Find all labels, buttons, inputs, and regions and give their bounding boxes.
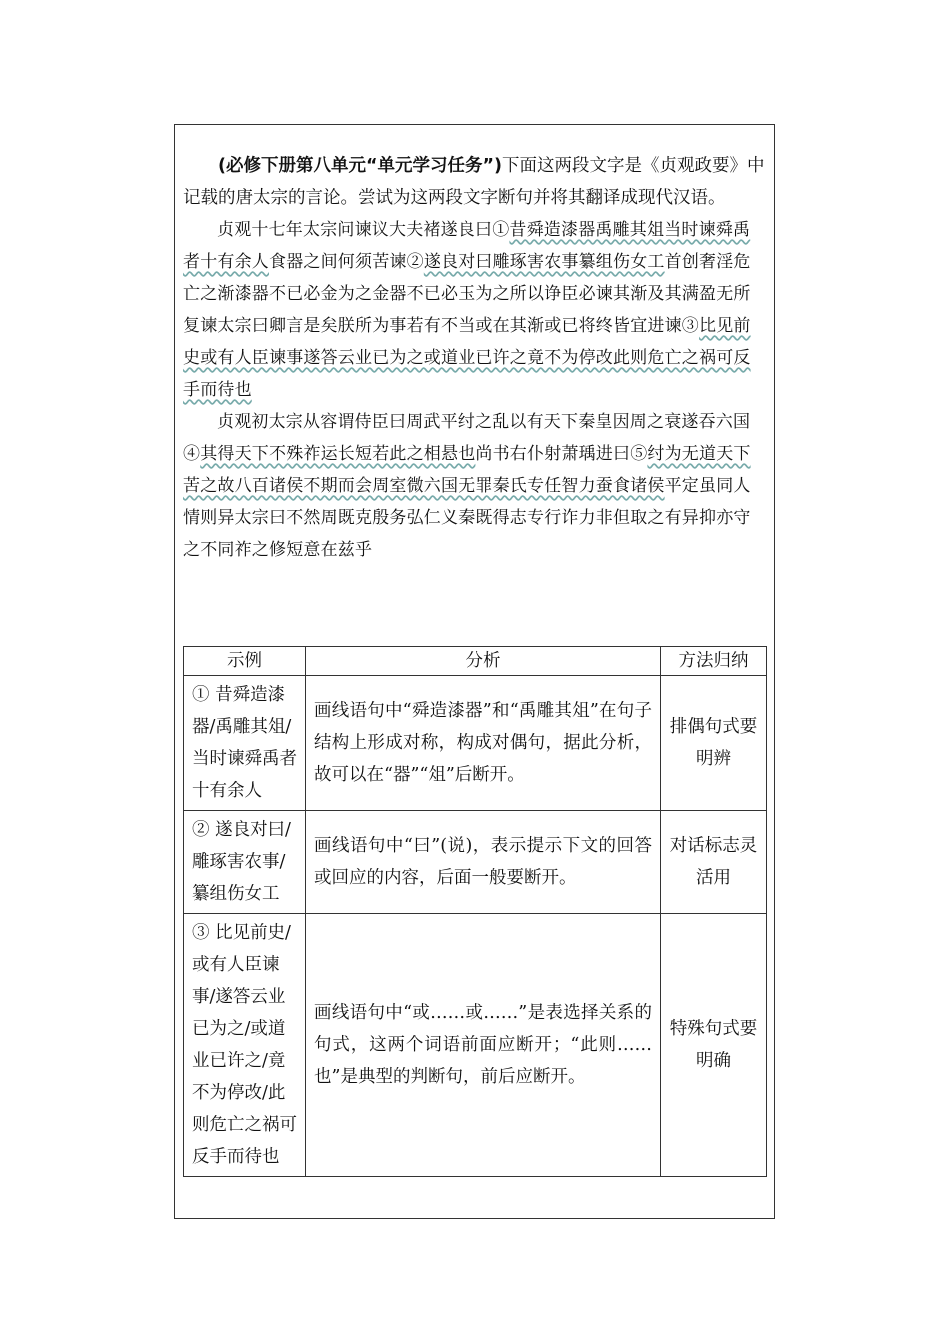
analysis-cell: 画线语句中“曰”(说)，表示提示下文的回答或回应的内容，后面一般要断开。 <box>306 811 661 914</box>
task-source: (必修下册第八单元“单元学习任务”) <box>218 156 502 176</box>
passage-2-text-c: 平定虽同人情则异太宗曰不然周既克殷务弘仁义秦既得志专行诈力非但取之有异抑亦守之不同祚之修短意在兹乎 <box>183 476 751 560</box>
method-cell: 对话标志灵活用 <box>661 811 767 914</box>
passage-1-text-a: 贞观十七年太宗问谏议大夫褚遂良曰① <box>217 220 510 240</box>
passage-2-text-a: 贞观初太宗从容谓侍臣曰周武平纣之乱以有天下秦皇因周之衰遂吞六国④ <box>183 412 751 464</box>
analysis-cell: 画线语句中“或……或……”是表选择关系的句式，这两个词语前面应断开；“此则……也”是典型的判断句，前后应断开。 <box>306 914 661 1177</box>
header-analysis: 分析 <box>306 647 661 676</box>
table-header-row <box>184 647 767 676</box>
header-example: 示例 <box>184 647 306 676</box>
task-paragraph <box>183 150 767 214</box>
method-cell: 排偶句式要明辨 <box>661 676 767 811</box>
passage-2 <box>183 406 767 566</box>
passage-1-underlined-2: 遂良对曰雕琢害农事纂组伤女工 <box>423 252 665 272</box>
passage-2-text-b: 尚书右仆射萧瑀进曰⑤ <box>475 444 648 464</box>
passage-1-underlined-3: 比见前史或有人臣谏事遂答云业已为之或道业已许之竟不为停改此则危亡之祸可反手而待也 <box>183 316 751 400</box>
example-cell: ② 遂良对曰/雕琢害农事/纂组伤女工 <box>184 811 306 914</box>
header-method: 方法归纳 <box>661 647 767 676</box>
analysis-table <box>183 646 767 1177</box>
table-row <box>184 811 767 914</box>
analysis-cell: 画线语句中“舜造漆器”和“禹雕其俎”在句子结构上形成对称，构成对偶句，据此分析，故可以在“器”“俎”后断开。 <box>306 676 661 811</box>
passage-1-text-b: 食器之间何须苦谏② <box>269 252 424 272</box>
intro-section <box>183 150 767 566</box>
example-cell: ① 昔舜造漆器/禹雕其俎/当时谏舜禹者十有余人 <box>184 676 306 811</box>
passage-1 <box>183 214 767 406</box>
passage-1-text-c: 首创奢淫危亡之渐漆器不已必金为之金器不已必玉为之所以诤臣必谏其渐及其满盈无所复谏太宗曰卿言是矣朕所为事若有不当或在其渐或已将终皆宜进谏③ <box>183 252 751 336</box>
method-cell: 特殊句式要明确 <box>661 914 767 1177</box>
example-cell: ③ 比见前史/或有人臣谏事/遂答云业已为之/或道业已许之/竟不为停改/此则危亡之祸可反手而待也 <box>184 914 306 1177</box>
table-row <box>184 676 767 811</box>
task-text: 下面这两段文字是《贞观政要》中记载的唐太宗的言论。尝试为这两段文字断句并将其翻译成现代汉语。 <box>183 156 765 208</box>
passage-1-underlined-1: 昔舜造漆器禹雕其俎当时谏舜禹者十有余人 <box>183 220 751 272</box>
passage-2-underlined-4: 其得天下不殊祚运长短若此之相悬也 <box>200 444 476 464</box>
table-row <box>184 914 767 1177</box>
passage-2-underlined-5: 纣为无道天下苦之故八百诸侯不期而会周室微六国无罪秦氏专任智力蚕食诸侯 <box>183 444 751 496</box>
